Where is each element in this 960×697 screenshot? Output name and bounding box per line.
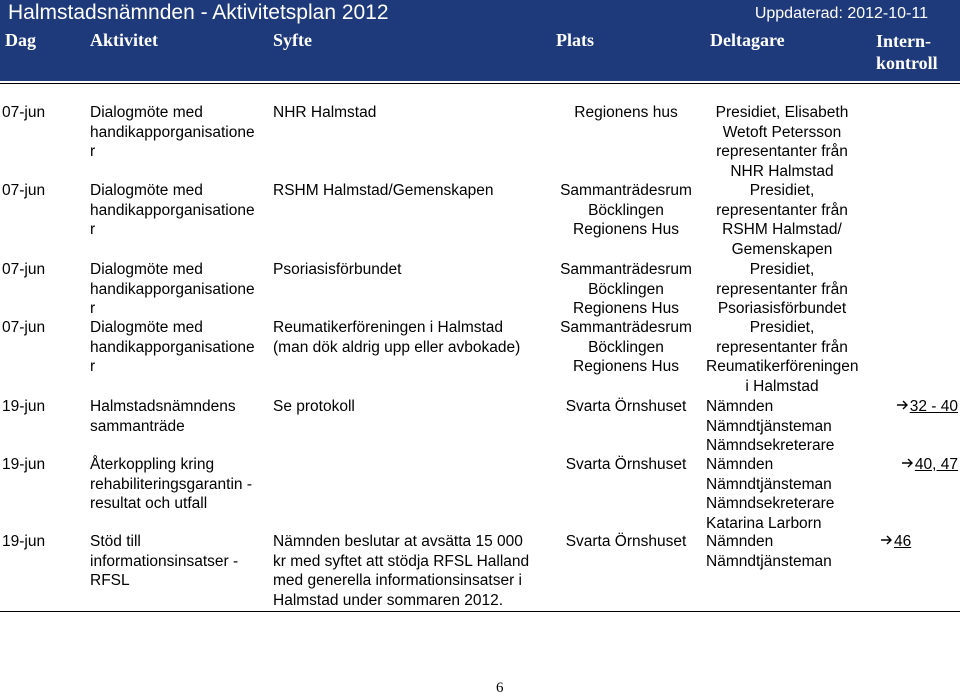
cell-dag: 07-jun <box>2 319 46 336</box>
cell-dag: 19-jun <box>2 398 46 415</box>
page-number: 6 <box>496 680 504 696</box>
cell-plats: Svarta Örnshuset <box>565 456 687 473</box>
cell-internkontroll[interactable] <box>880 532 940 552</box>
cell-aktivitet: Halmstadsnämndens sammanträde <box>90 398 236 435</box>
column-header-syfte: Syfte <box>273 30 312 50</box>
cell-aktivitet: Dialogmöte med handikapporganisatione r <box>90 261 255 317</box>
cell-internkontroll[interactable] <box>872 455 958 475</box>
title-bar <box>0 0 960 27</box>
cell-deltagare: Presidiet, representanter från Reumatikerföreningen i Halmstad <box>706 319 859 395</box>
cell-aktivitet: Stöd till informationsinsatser - RFSL <box>90 533 239 589</box>
column-header-plats: Plats <box>556 30 594 50</box>
column-header-deltagare: Deltagare <box>710 30 785 50</box>
cell-plats: Sammanträdesrum Böcklingen Regionens Hus <box>560 319 692 375</box>
cell-syfte: Reumatikerföreningen i Halmstad (man dök aldrig upp eller avbokade) <box>273 319 521 356</box>
cell-syfte: Nämnden beslutar at avsätta 15 000 kr med syftet att stödja RFSL Halland med generella informationsinsatser i Halmstad under sommaren 2012. <box>273 533 530 609</box>
cell-dag: 07-jun <box>2 104 46 121</box>
cell-plats: Svarta Örnshuset <box>565 398 687 415</box>
column-header-aktivitet: Aktivitet <box>90 30 158 50</box>
cell-aktivitet: Dialogmöte med handikapporganisatione r <box>90 182 255 238</box>
updated-date: Uppdaterad: 2012-10-11 <box>754 5 928 22</box>
internkontroll-reference[interactable]: 32 - 40 <box>909 398 958 415</box>
cell-dag: 19-jun <box>2 456 46 473</box>
internkontroll-reference[interactable]: 40, 47 <box>914 456 958 473</box>
page-title: Halmstadsnämnden - Aktivitetsplan 2012 <box>8 1 389 24</box>
cell-syfte: RSHM Halmstad/Gemenskapen <box>273 182 494 199</box>
hyperlink-arrow-icon <box>896 397 910 417</box>
column-header-internkontroll: Intern- kontroll <box>876 31 938 73</box>
cell-plats: Sammanträdesrum Böcklingen Regionens Hus <box>560 261 692 317</box>
cell-aktivitet: Dialogmöte med handikapporganisatione r <box>90 104 255 160</box>
column-header-row <box>0 27 960 81</box>
internkontroll-reference[interactable]: 46 <box>894 533 912 550</box>
cell-plats: Svarta Örnshuset <box>565 533 687 550</box>
cell-aktivitet: Återkoppling kring rehabiliteringsgarantin - resultat och utfall <box>90 456 252 512</box>
cell-aktivitet: Dialogmöte med handikapporganisatione r <box>90 319 255 375</box>
cell-plats: Sammanträdesrum Böcklingen Regionens Hus <box>560 182 692 238</box>
cell-dag: 07-jun <box>2 182 46 199</box>
cell-internkontroll[interactable] <box>872 397 958 417</box>
cell-syfte: Psoriasisförbundet <box>273 261 402 278</box>
cell-deltagare: Nämnden Nämndtjänsteman <box>706 533 832 570</box>
cell-deltagare: Nämnden Nämndtjänsteman Nämndsekreterare <box>706 398 835 454</box>
cell-deltagare: Nämnden Nämndtjänsteman Nämndsekreterare Katarina Larborn <box>706 456 835 532</box>
cell-deltagare: Presidiet, representanter från RSHM Halmstad/ Gemenskapen <box>716 182 848 258</box>
hyperlink-arrow-icon <box>880 532 894 552</box>
header-divider <box>0 83 960 84</box>
table-bottom-divider <box>0 611 960 612</box>
cell-syfte: NHR Halmstad <box>273 104 377 121</box>
cell-deltagare: Presidiet, Elisabeth Wetoft Petersson representanter från NHR Halmstad <box>715 104 849 180</box>
cell-plats: Regionens hus <box>574 104 678 121</box>
cell-dag: 19-jun <box>2 533 46 550</box>
cell-dag: 07-jun <box>2 261 46 278</box>
cell-deltagare: Presidiet, representanter från Psoriasisförbundet <box>716 261 848 317</box>
column-header-dag: Dag <box>5 30 36 50</box>
cell-syfte: Se protokoll <box>273 398 355 415</box>
hyperlink-arrow-icon <box>901 455 915 475</box>
